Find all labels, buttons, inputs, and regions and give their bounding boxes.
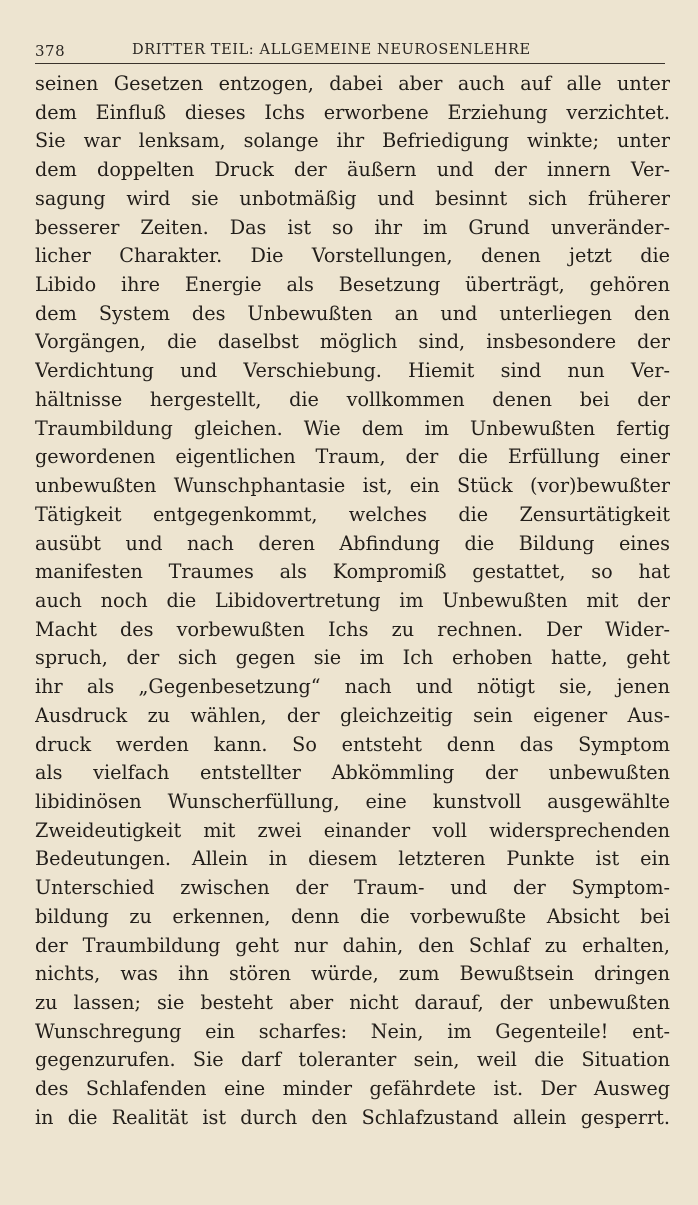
text-line: sagung wird sie unbotmäßig und besinnt sich früherer (35, 186, 670, 210)
text-line: Verdichtung und Verschiebung. Hiemit sind nun Ver- (35, 359, 670, 383)
text-line: der Traumbildung geht nur dahin, den Schlaf zu erhalten, (35, 933, 670, 957)
text-line: druck werden kann. So entsteht denn das Symptom (35, 732, 670, 756)
page-number: 378 (35, 42, 66, 60)
text-line: bildung zu erkennen, denn die vorbewußte Absicht bei (35, 904, 670, 928)
text-line: als vielfach entstellter Abkömmling der unbewußten (35, 761, 670, 785)
text-line: in die Realität ist durch den Schlafzustand allein gesperrt. (35, 1105, 670, 1129)
text-line: Ausdruck zu wählen, der gleichzeitig sein eigener Aus- (35, 703, 670, 727)
text-line: zu lassen; sie besteht aber nicht darauf, der unbewußten (35, 991, 670, 1014)
header-rule (35, 63, 665, 64)
text-line: dem doppelten Druck der äußern und der innern Ver- (35, 158, 670, 182)
text-line: nichts, was ihn stören würde, zum Bewußtsein dringen (35, 962, 670, 986)
text-line: Bedeutungen. Allein in diesem letzteren Punkte ist ein (35, 847, 670, 871)
text-line: manifesten Traumes als Kompromiß gestattet, so hat (35, 560, 670, 584)
text-line: auch noch die Libidovertretung im Unbewußten mit der (35, 588, 670, 612)
text-line: Unterschied zwischen der Traum- und der Symptom- (35, 876, 670, 900)
text-line: Macht des vorbewußten Ichs zu rechnen. Der Wider- (35, 617, 670, 641)
text-line: ihr als „Gegenbesetzung“ nach und nötigt sie, jenen (35, 675, 670, 699)
text-line: licher Charakter. Die Vorstellungen, denen jetzt die (35, 244, 670, 268)
text-line: Libido ihre Energie als Besetzung überträgt, gehören (35, 273, 670, 297)
text-line: dem System des Unbewußten an und unterliegen den (35, 301, 670, 325)
text-line: ausübt und nach deren Abfindung die Bildung eines (35, 531, 670, 555)
running-head: DRITTER TEIL: ALLGEMEINE NEUROSENLEHRE (132, 42, 531, 58)
text-line: Vorgängen, die daselbst möglich sind, insbesondere der (35, 330, 670, 354)
text-line: unbewußten Wunschphantasie ist, ein Stück (vor)bewußter (35, 474, 670, 498)
text-line: dem Einfluß dieses Ichs erworbene Erziehung verzichtet. (35, 100, 670, 124)
text-line: Zweideutigkeit mit zwei einander voll widersprechenden (35, 818, 670, 842)
body-text (35, 70, 670, 1133)
text-line: gegenzurufen. Sie darf toleranter sein, weil die Situation (35, 1048, 670, 1072)
text-line: Tätigkeit entgegenkommt, welches die Zensurtätigkeit (35, 502, 670, 526)
text-line: des Schlafenden eine minder gefährdete ist. Der Ausweg (35, 1077, 670, 1101)
text-line: besserer Zeiten. Das ist so ihr im Grund unveränder- (35, 215, 670, 239)
text-line: hältnisse hergestellt, die vollkommen denen bei der (35, 387, 670, 411)
text-line: seinen Gesetzen entzogen, dabei aber auch auf alle unter (35, 72, 670, 95)
text-line: libidinösen Wunscherfüllung, eine kunstvoll ausgewählte (35, 789, 670, 813)
text-line: gewordenen eigentlichen Traum, der die Erfüllung einer (35, 445, 670, 469)
text-line: Wunschregung ein scharfes: Nein, im Gegenteile! ent- (35, 1019, 670, 1043)
text-line: Sie war lenksam, solange ihr Befriedigung winkte; unter (35, 129, 670, 153)
page-header (35, 38, 665, 68)
text-line: Traumbildung gleichen. Wie dem im Unbewußten fertig (35, 416, 670, 440)
text-line: spruch, der sich gegen sie im Ich erhoben hatte, geht (35, 646, 670, 670)
